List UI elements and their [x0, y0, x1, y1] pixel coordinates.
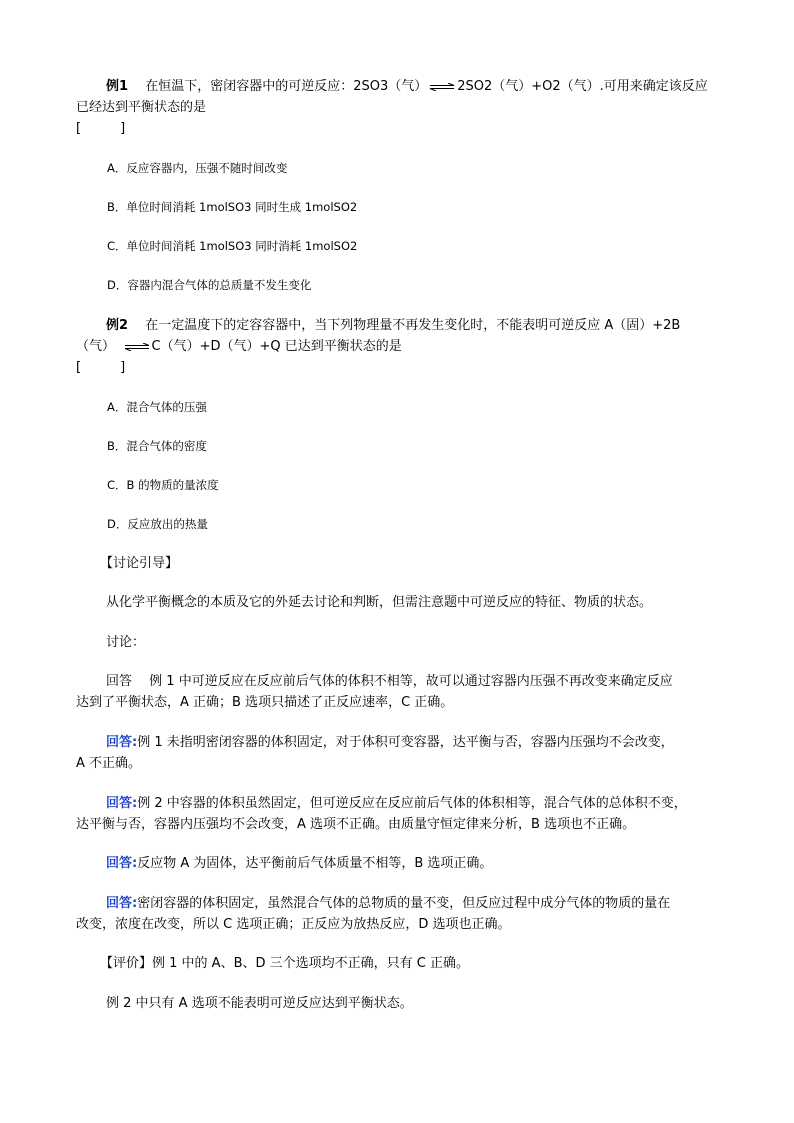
example2-option-b: B．混合气体的密度 [107, 439, 207, 453]
example1-option-c: C．单位时间消耗 1molSO3 同时消耗 1molSO2 [107, 239, 358, 253]
answer-4-text: 反应物 A 为固体，达平衡前后气体质量不相等，B 选项正确。 [137, 856, 493, 871]
example2-option-a: A．混合气体的压强 [107, 400, 207, 414]
answer-3 [76, 793, 726, 814]
reversible-arrow-icon [124, 343, 150, 351]
evaluation-text2: 例 2 中只有 A 选项不能表明可逆反应达到平衡状态。 [106, 996, 413, 1011]
example1-stem-a: 在恒温下，密闭容器中的可逆反应：2SO3（气） [145, 79, 428, 94]
answer-1 [76, 671, 726, 692]
answer-1-text-b: 达到了平衡状态，A 正确；B 选项只描述了正反应速率，C 正确。 [76, 695, 454, 710]
example1-option-b: B．单位时间消耗 1molSO3 同时生成 1molSO2 [107, 200, 358, 214]
answer-5-text-b: 改变，浓度在改变，所以 C 选项正确；正反应为放热反应，D 选项也正确。 [76, 917, 511, 932]
answer-2-text-b: A 不正确。 [76, 756, 142, 771]
answer-4-label: 回答: [106, 856, 138, 871]
answer-3-text-b: 达平衡与否，容器内压强均不会改变，A 选项不正确。由质量守恒定律来分析，B 选项也不正确。 [76, 817, 636, 832]
example1-stem-c: 已经达到平衡状态的是 [76, 100, 207, 115]
example2-option-c: C．B 的物质的量浓度 [107, 478, 219, 492]
answer-2-text: 例 1 未指明密闭容器的体积固定，对于体积可变容器，达平衡与否，容器内压强均不会改变， [137, 735, 674, 750]
answer-3-text: 例 2 中容器的体积虽然固定，但可逆反应在反应前后气体的体积相等，混合气体的总体积不变， [137, 796, 687, 811]
example1-bracket: [ ] [76, 121, 126, 136]
example2-stem-a: 在一定温度下的定容容器中，当下列物理量不再发生变化时，不能表明可逆反应 A（固）+2B [145, 318, 681, 333]
answer-5 [76, 893, 726, 914]
answer-1-text: 例 1 中可逆反应在反应前后气体的体积不相等，故可以通过容器内压强不再改变来确定反应 [149, 674, 673, 689]
answer-3-label: 回答: [106, 796, 138, 811]
example2-stem-c: C（气）+D（气）+Q 已达到平衡状态的是 [151, 339, 402, 354]
example1-stem-b: 2SO2（气）+O2（气）.可用来确定该反应 [457, 79, 708, 94]
answer-4 [76, 853, 726, 874]
example1-option-d: D．容器内混合气体的总质量不发生变化 [107, 278, 312, 292]
example1-option-a: A．反应容器内，压强不随时间改变 [107, 161, 288, 175]
example2-bracket: [ ] [76, 360, 126, 375]
reversible-arrow-icon [429, 83, 455, 91]
example1-stem [76, 76, 726, 97]
example2-stem-line2 [76, 336, 726, 357]
discussion-label: 讨论： [106, 635, 146, 650]
evaluation-text1: 例 1 中的 A、B、D 三个选项均不正确，只有 C 正确。 [152, 956, 469, 971]
answer-5-text: 密闭容器的体积固定，虽然混合气体的总物质的量不变，但反应过程中成分气体的物质的量在 [137, 896, 671, 911]
evaluation-heading: 【评价】 [100, 956, 153, 971]
example2-stem [76, 315, 726, 336]
evaluation-line1 [100, 953, 750, 974]
answer-2 [76, 732, 726, 753]
answer-5-label: 回答: [106, 896, 138, 911]
example2-stem-b: （气） [76, 339, 109, 354]
answer-2-label: 回答: [106, 735, 138, 750]
example2-label: 例2 [106, 318, 129, 333]
discussion-guide: 从化学平衡概念的本质及它的外延去讨论和判断，但需注意题中可逆反应的特征、物质的状态。 [106, 595, 653, 610]
example2-option-d: D．反应放出的热量 [107, 517, 208, 531]
example1-label: 例1 [106, 79, 129, 94]
answer-1-label: 回答 [106, 674, 133, 689]
discussion-heading: 【讨论引导】 [100, 556, 179, 571]
